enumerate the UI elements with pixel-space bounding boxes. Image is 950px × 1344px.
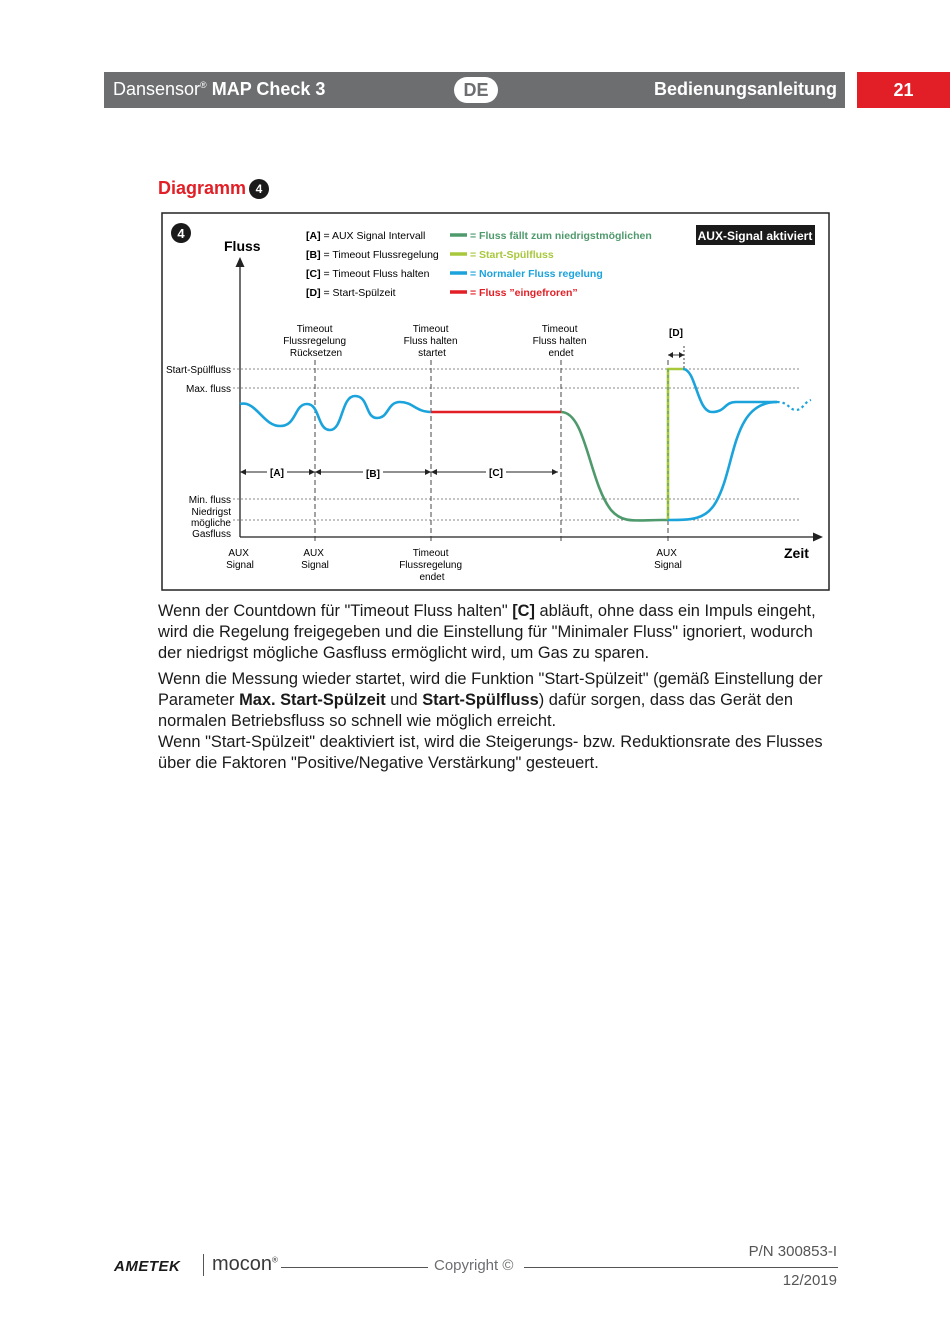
interval-b-label: [B] [366,469,380,480]
document-title: Bedienungsanleitung [653,79,837,99]
section-title: Diagramm [158,178,247,198]
mocon-logo: mocon® [212,1253,278,1275]
x-axis-label: Zeit [784,545,809,561]
paragraph-2: Wenn die Messung wieder startet, wird die Funktion "Start-Spülzeit" (gemäß Einstellung der Parameter Max. Start-Spülzeit und Start-Spülfluss) dafür sorgen, dass das Gerät den normalen Betriebsfluss so schnell wie möglich erreicht. Wenn "Start-Spülzeit" deaktiviert ist, wird die Steigerungs- bzw. Reduktionsrate des Flusses über die Faktoren "Positive/Negative Verstärkung" gesteuert. [158,670,823,772]
event-bottom-aux-1: AUX Signal [226,548,254,571]
legend-key-c: [C] = Timeout Fluss halten [306,268,430,280]
page-number: 21 [857,72,950,108]
aux-signal-badge: AUX-Signal aktiviert [697,229,813,243]
event-top-1: Timeout Flussregelung Rücksetzen [283,324,347,359]
body-text [158,601,838,779]
event-top-2: Timeout Fluss halten startet [403,324,458,359]
ametek-logo: AMETEK [114,1258,181,1275]
revision-date: 12/2019 [782,1272,837,1289]
section-number-badge: 4 [249,179,269,199]
y-axis-label: Fluss [224,238,261,254]
level-label-niedrigst-1: Niedrigst [191,507,231,518]
level-label-start-spuelfluss: Start-Spülfluss [165,365,231,376]
legend-lime: = Start-Spülfluss [470,249,554,261]
legend-key-a: [A] = AUX Signal Intervall [306,230,426,242]
language-badge: DE [454,77,498,103]
interval-d-label: [D] [669,328,683,339]
level-label-niedrigst-2: mögliche [190,518,231,529]
footer-rule-right [524,1267,838,1268]
footer-rule-left [281,1267,428,1268]
part-number: P/N 300853-I [748,1243,837,1260]
legend-key-b: [B] = Timeout Flussregelung [306,249,439,261]
event-top-3: Timeout Fluss halten endet [532,324,587,359]
legend-blue: = Normaler Fluss regelung [470,268,603,280]
interval-a-label: [A] [270,468,284,479]
legend-key-d: [D] = Start-Spülzeit [306,287,396,299]
level-label-max-fluss: Max. fluss [185,384,231,395]
copyright: Copyright © [434,1257,514,1274]
event-bottom-timeout: Timeout Flussregelung endet [399,548,463,583]
logo-separator [203,1254,204,1276]
legend-green: = Fluss fällt zum niedrigstmöglichen [470,230,652,242]
level-label-niedrigst-3: Gasfluss [192,529,231,540]
event-bottom-aux-3: AUX Signal [654,548,682,571]
flow-diagram [161,212,830,591]
legend-red: = Fluss ”eingefroren” [470,287,578,299]
level-label-min-fluss: Min. fluss [188,495,231,506]
event-bottom-aux-2: AUX Signal [301,548,329,571]
paragraph-1: Wenn der Countdown für "Timeout Fluss halten" [C] abläuft, ohne dass ein Impuls eingeht, wird die Regelung freigegeben und die Einstellung für "Minimaler Fluss" ignoriert, wodurch der niedrigst mögliche Gasfluss ermöglicht wird, um Gas zu sparen. [158,602,816,662]
diagram-number: 4 [177,226,185,241]
interval-c-label: [C] [489,468,503,479]
product-name: Dansensor® MAP Check 3 [113,79,326,99]
